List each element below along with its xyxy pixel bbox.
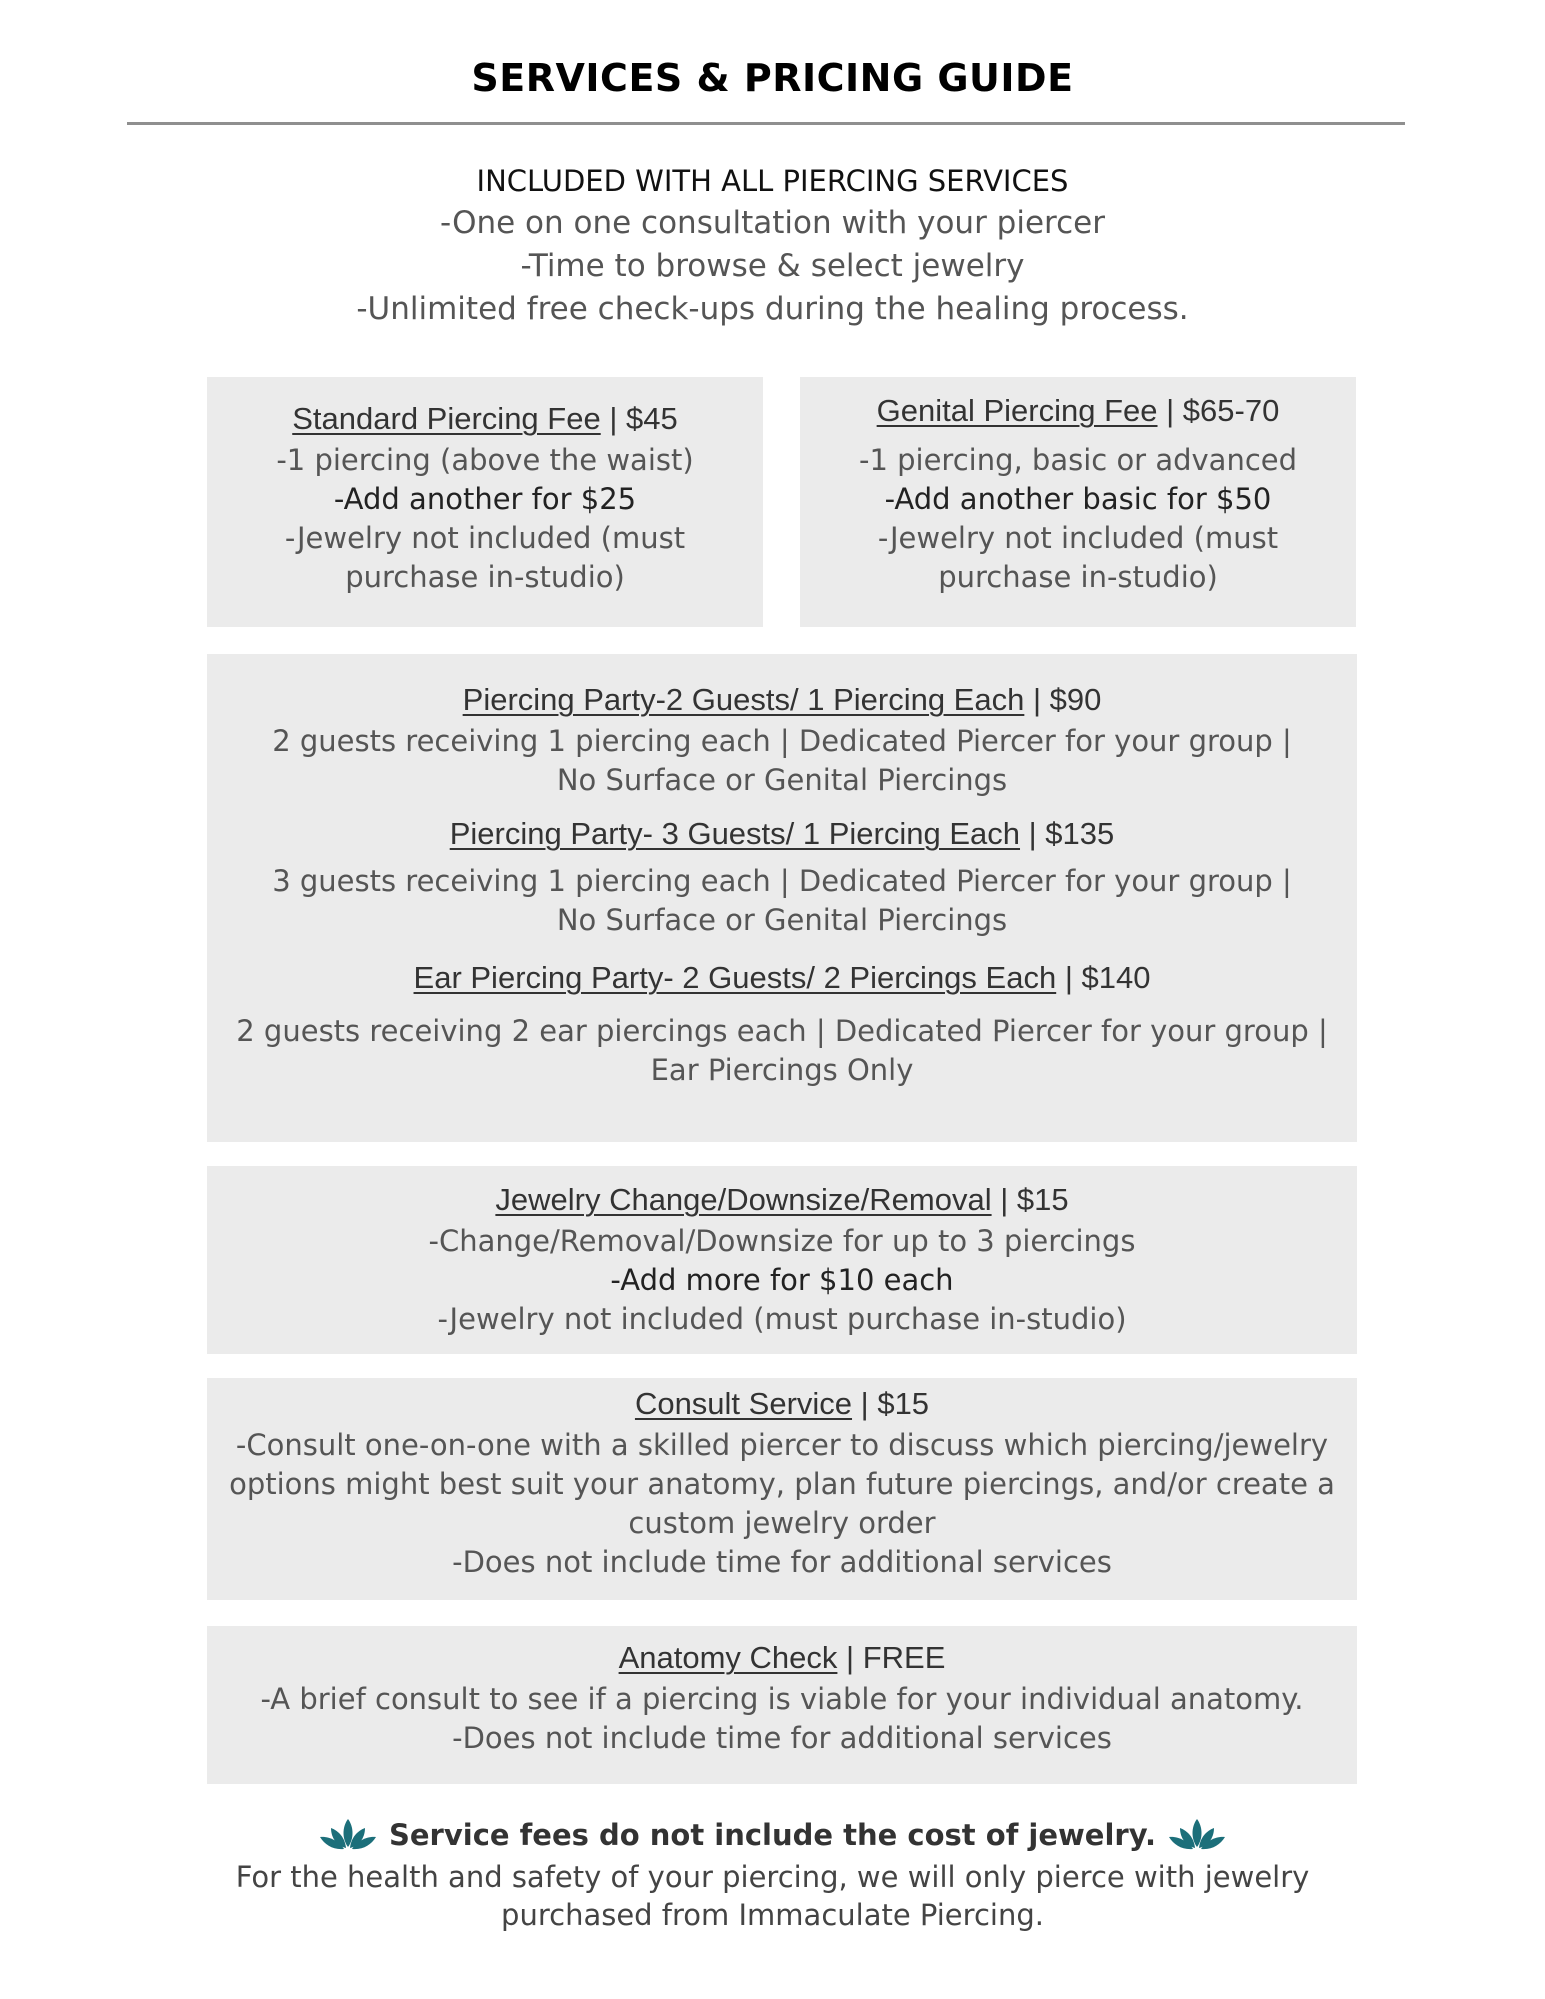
service-line: purchase in-studio) [938,560,1218,594]
service-line: -Jewelry not included (must [284,521,686,555]
footer-line: For the health and safety of your piercing, we will only pierce with jewelry [235,1860,1310,1894]
included-heading: INCLUDED WITH ALL PIERCING SERVICES [476,164,1069,198]
service-name: Anatomy Check [618,1640,838,1675]
included-line: -Unlimited free check-ups during the healing process. [356,291,1189,327]
party-name: Piercing Party-2 Guests/ 1 Piercing Each [462,682,1025,717]
party-price: | $90 [1032,682,1102,717]
service-line: custom jewelry order [628,1506,936,1540]
service-price: | FREE [846,1640,946,1675]
party-line: 2 guests receiving 2 ear piercings each | Dedicated Piercer for your group | [236,1014,1328,1048]
included-section [0,160,1545,331]
service-name: Consult Service [634,1386,853,1421]
piercing-parties-card [207,654,1357,1142]
party-price: | $140 [1064,960,1151,995]
jewelry-cost-note [0,1812,1545,1858]
anatomy-check-card [207,1626,1357,1784]
party-heading [207,812,1357,856]
service-line: -Jewelry not included (must purchase in-studio) [437,1302,1127,1336]
title-divider [127,122,1405,125]
service-line: -Add more for $10 each [610,1263,954,1297]
party-price: | $135 [1028,816,1115,851]
party-heading [207,678,1357,722]
service-name: Genital Piercing Fee [876,393,1158,428]
service-heading [207,1178,1357,1222]
party-line: 3 guests receiving 1 piercing each | Dedicated Piercer for your group | [272,864,1292,898]
service-name: Standard Piercing Fee [292,401,601,436]
jewelry-change-card [207,1166,1357,1354]
party-heading [207,956,1357,1000]
jewelry-cost-text: Service fees do not include the cost of jewelry. [389,1818,1156,1852]
service-name: Jewelry Change/Downsize/Removal [495,1182,992,1217]
service-line: -Add another for $25 [333,482,637,516]
footer-notice [0,1812,1545,1934]
footer-line: purchased from Immaculate Piercing. [501,1898,1044,1932]
service-line: -Consult one-on-one with a skilled piercer to discuss which piercing/jewelry [235,1428,1329,1462]
service-line: -Does not include time for additional services [452,1721,1112,1755]
service-line: -Change/Removal/Downsize for up to 3 piercings [428,1224,1136,1258]
service-price: | $15 [1000,1182,1069,1217]
service-heading [207,397,763,441]
service-line: -1 piercing (above the waist) [276,443,694,477]
included-line: -One on one consultation with your piercer [440,205,1105,241]
service-line: -Add another basic for $50 [884,482,1272,516]
service-price: | $15 [860,1386,930,1421]
genital-piercing-card [800,377,1356,627]
service-heading [207,1636,1357,1680]
page-title: SERVICES & PRICING GUIDE [471,56,1074,100]
consult-service-card [207,1378,1357,1600]
party-line: 2 guests receiving 1 piercing each | Dedicated Piercer for your group | [272,724,1292,758]
standard-piercing-card [207,377,763,627]
party-name: Piercing Party- 3 Guests/ 1 Piercing Each [449,816,1021,851]
lotus-icon [317,1817,379,1853]
service-price: | $65-70 [1166,393,1280,428]
party-line: No Surface or Genital Piercings [556,763,1008,797]
service-heading [800,389,1356,433]
service-line: options might best suit your anatomy, plan future piercings, and/or create a [229,1467,1335,1501]
service-line: purchase in-studio) [345,560,625,594]
service-price: | $45 [609,401,678,436]
party-line: No Surface or Genital Piercings [556,903,1008,937]
service-line: -Jewelry not included (must [877,521,1279,555]
service-line: -1 piercing, basic or advanced [858,443,1298,477]
service-heading [207,1382,1357,1426]
party-name: Ear Piercing Party- 2 Guests/ 2 Piercings Each [413,960,1057,995]
lotus-icon [1166,1817,1228,1853]
party-line: Ear Piercings Only [650,1053,914,1087]
service-line: -Does not include time for additional services [452,1545,1112,1579]
included-line: -Time to browse & select jewelry [520,248,1025,284]
service-line: -A brief consult to see if a piercing is viable for your individual anatomy. [260,1682,1304,1716]
